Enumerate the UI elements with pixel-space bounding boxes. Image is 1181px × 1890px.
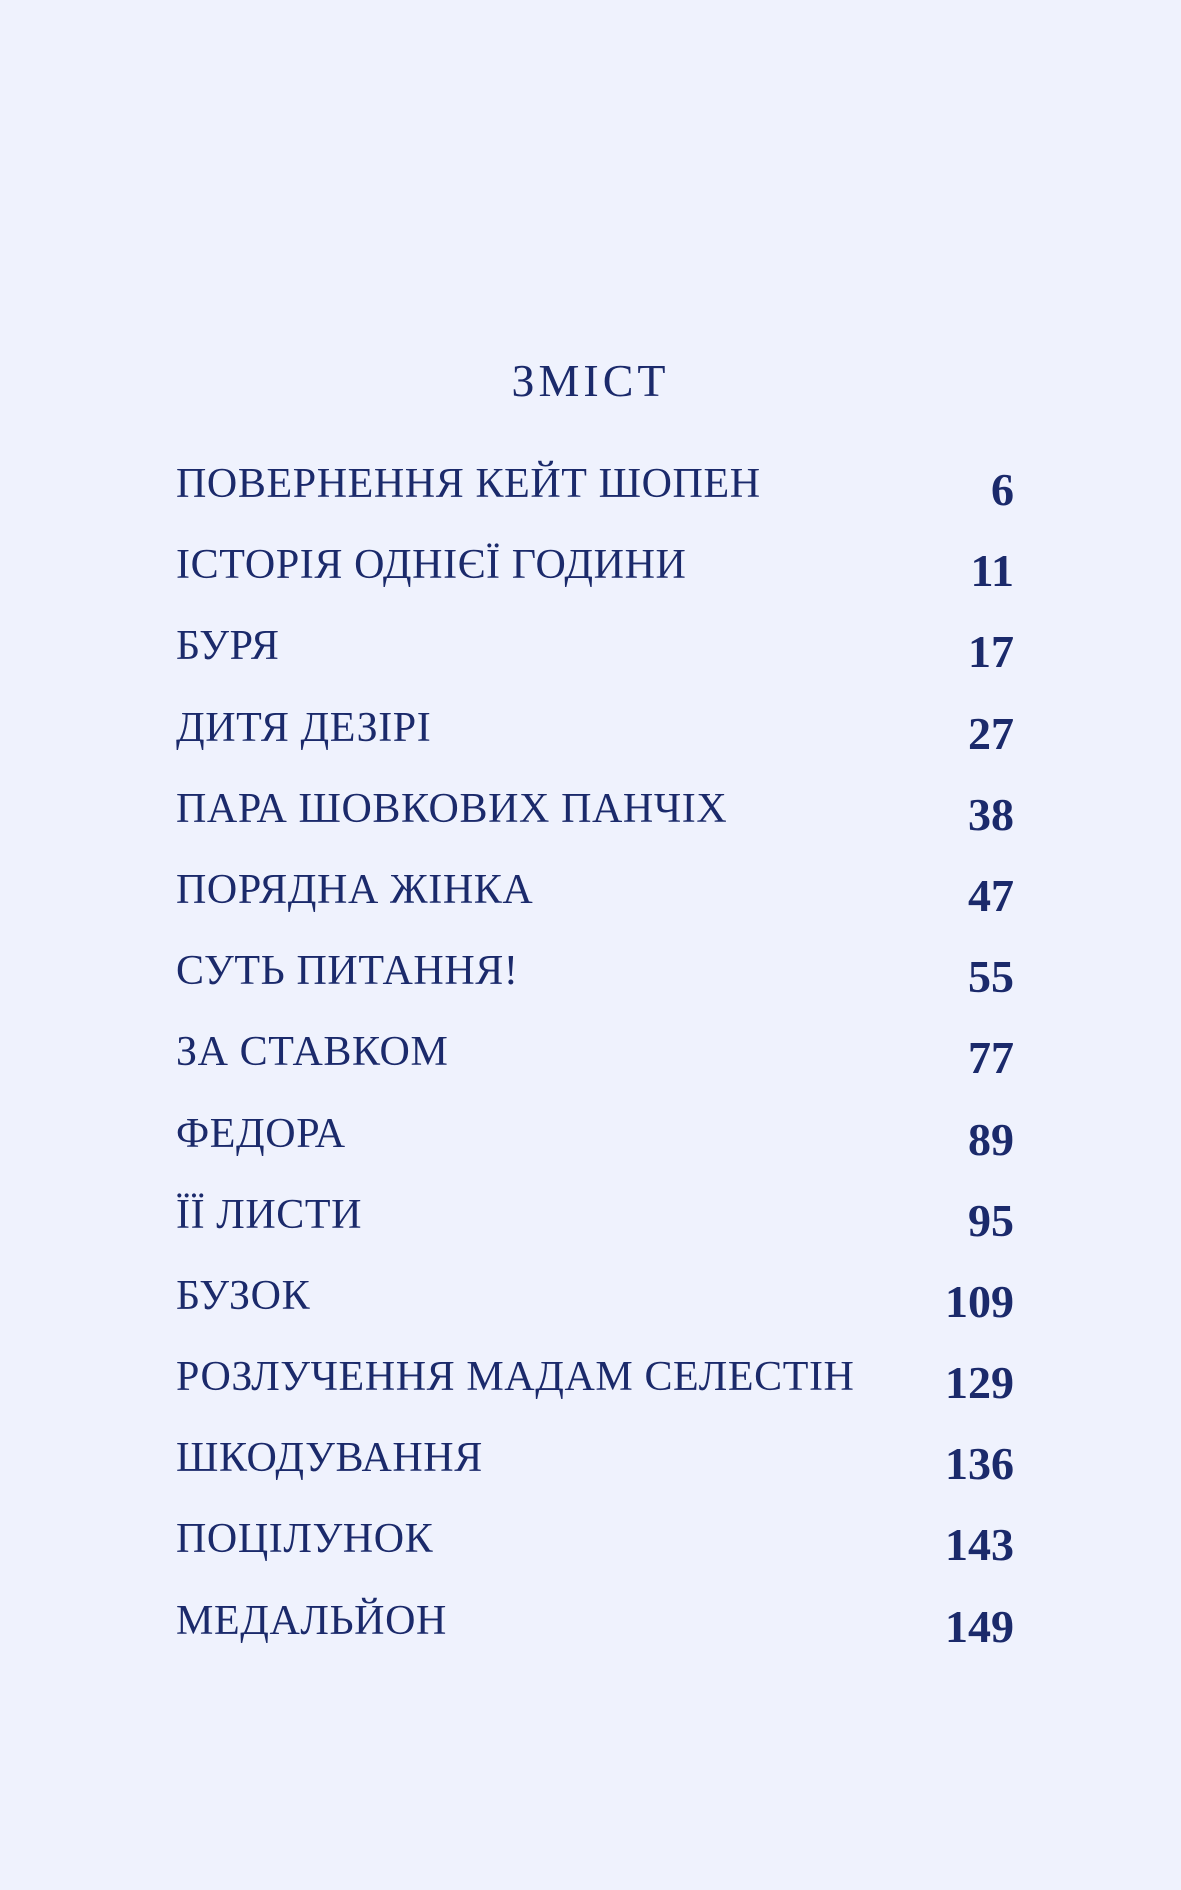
toc-entry-title: МЕДАЛЬЙОН bbox=[176, 1597, 447, 1644]
toc-entry-title: ДИТЯ ДЕЗІРІ bbox=[176, 704, 432, 751]
toc-entry-page: 11 bbox=[970, 545, 1014, 597]
toc-entry-title: БУЗОК bbox=[176, 1272, 311, 1319]
toc-entry-page: 109 bbox=[945, 1275, 1014, 1327]
toc-entry bbox=[176, 1272, 1014, 1353]
toc-entry-page: 38 bbox=[968, 788, 1014, 840]
toc-entry bbox=[176, 1110, 1014, 1191]
toc-entry bbox=[176, 947, 1014, 1028]
toc-entry bbox=[176, 1597, 1014, 1678]
toc-entry-page: 77 bbox=[968, 1032, 1014, 1084]
toc-entry bbox=[176, 785, 1014, 866]
toc-entry-title: ПОВЕРНЕННЯ КЕЙТ ШОПЕН bbox=[176, 461, 761, 507]
toc-entry-title: СУТЬ ПИТАННЯ! bbox=[176, 948, 519, 995]
toc-entry bbox=[176, 704, 1014, 785]
toc-entry-title: РОЗЛУЧЕННЯ МАДАМ СЕЛЕСТІН bbox=[176, 1354, 855, 1401]
toc-entry-page: 143 bbox=[945, 1519, 1014, 1571]
toc-entry bbox=[176, 1353, 1014, 1434]
toc-entry bbox=[176, 1028, 1014, 1109]
toc-entry-title: ЇЇ ЛИСТИ bbox=[176, 1191, 363, 1238]
toc-entry bbox=[176, 460, 1014, 541]
toc-entry-title: ПОЦІЛУНОК bbox=[176, 1516, 434, 1563]
toc-entry bbox=[176, 541, 1014, 622]
toc-entry-page: 6 bbox=[991, 464, 1014, 515]
toc-entry bbox=[176, 866, 1014, 947]
toc-entry-page: 17 bbox=[968, 626, 1014, 678]
toc-entry-page: 27 bbox=[968, 707, 1014, 759]
toc-entry-page: 129 bbox=[945, 1357, 1014, 1409]
toc-entry-title: ЗА СТАВКОМ bbox=[176, 1029, 449, 1076]
toc-entry-page: 55 bbox=[968, 951, 1014, 1003]
page-title: ЗМІСТ bbox=[511, 355, 670, 406]
toc-entry-title: ІСТОРІЯ ОДНІЄЇ ГОДИНИ bbox=[176, 542, 687, 589]
toc-entry-page: 149 bbox=[945, 1600, 1014, 1652]
toc-entry-page: 89 bbox=[968, 1113, 1014, 1165]
toc-entry-page: 47 bbox=[968, 869, 1014, 921]
toc-entry-title: БУРЯ bbox=[176, 623, 280, 670]
toc-entry-title: ФЕДОРА bbox=[176, 1110, 346, 1157]
toc-entry-title: ШКОДУВАННЯ bbox=[176, 1435, 483, 1482]
toc-entry-title: ПАРА ШОВКОВИХ ПАНЧІХ bbox=[176, 785, 728, 832]
toc-entry-title: ПОРЯДНА ЖІНКА bbox=[176, 866, 534, 913]
toc-entry-page: 136 bbox=[945, 1438, 1014, 1490]
toc-list bbox=[176, 460, 1014, 1678]
toc-entry bbox=[176, 1515, 1014, 1596]
toc-entry bbox=[176, 1434, 1014, 1515]
toc-entry bbox=[176, 622, 1014, 703]
toc-entry bbox=[176, 1191, 1014, 1272]
toc-entry-page: 95 bbox=[968, 1194, 1014, 1246]
